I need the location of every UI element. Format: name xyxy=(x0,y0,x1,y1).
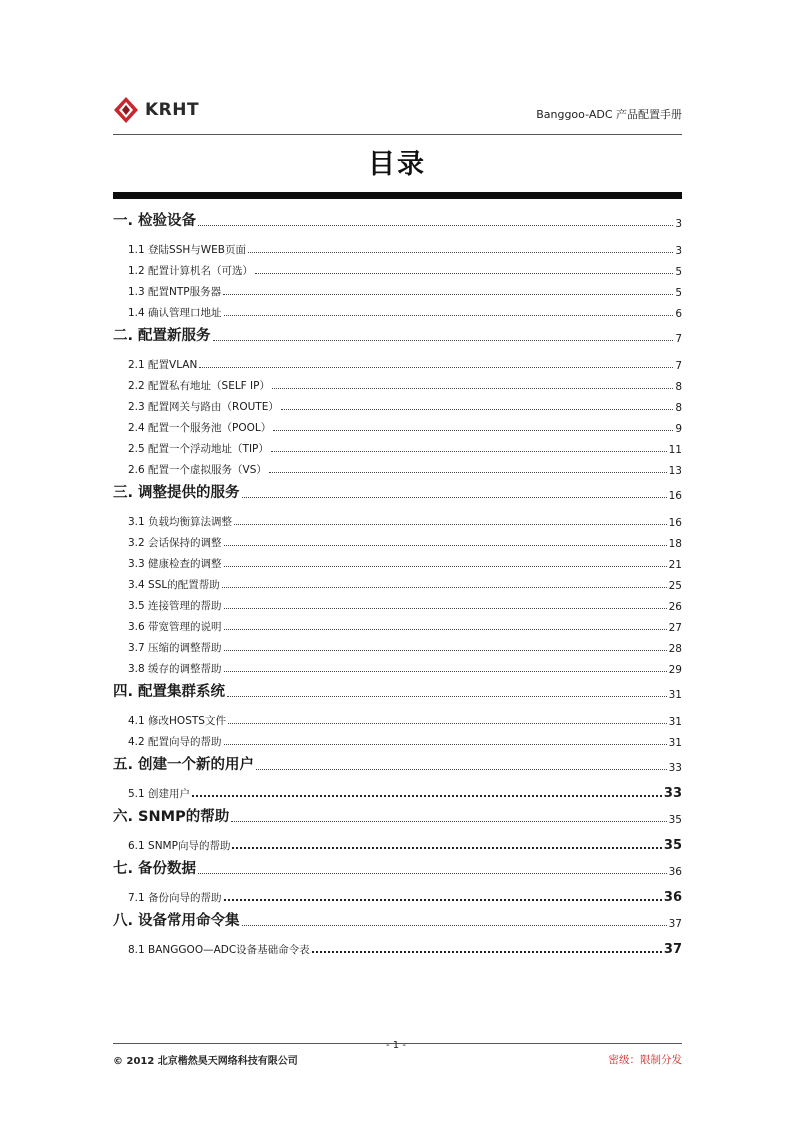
toc-section-entry[interactable] xyxy=(113,832,682,853)
toc-page-number: 31 xyxy=(668,716,682,728)
toc-leader-dots xyxy=(192,794,662,797)
toc-section-entry[interactable] xyxy=(113,780,682,801)
page-number: - 1 - xyxy=(386,1040,406,1051)
toc-entry-label: 3.4 SSL的配置帮助 xyxy=(128,579,220,591)
toc-section-entry[interactable] xyxy=(113,278,682,299)
toc-entry-label: 1.2 配置计算机名（可选） xyxy=(128,265,254,277)
toc-entry-label: 4.1 修改HOSTS文件 xyxy=(128,715,226,727)
toc-leader-dots xyxy=(242,924,667,926)
toc-leader-dots xyxy=(272,387,673,389)
toc-page-number: 36 xyxy=(668,866,682,878)
toc-leader-dots xyxy=(242,496,667,498)
toc-section-entry[interactable] xyxy=(113,508,682,529)
toc-leader-dots xyxy=(312,950,662,953)
toc-section-entry[interactable] xyxy=(113,372,682,393)
toc-section-entry[interactable] xyxy=(113,529,682,550)
toc-entry-label: 三. 调整提供的服务 xyxy=(113,485,240,501)
toc-section-entry[interactable] xyxy=(113,236,682,257)
toc-page-number: 36 xyxy=(663,890,682,905)
toc-page-number: 6 xyxy=(675,308,682,320)
toc-section-entry[interactable] xyxy=(113,351,682,372)
page-header xyxy=(113,92,682,135)
toc-leader-dots xyxy=(223,293,673,295)
toc-entry-label: 一. 检验设备 xyxy=(113,213,197,229)
toc-page-number: 18 xyxy=(668,538,682,550)
toc-chapter-entry[interactable] xyxy=(113,680,682,701)
toc-entry-label: 8.1 BANGGOO—ADC设备基础命令表 xyxy=(128,944,310,956)
toc-page-number: 35 xyxy=(663,838,682,853)
toc-page-number: 37 xyxy=(668,918,682,930)
toc-chapter-entry[interactable] xyxy=(113,481,682,502)
toc-leader-dots xyxy=(224,898,662,901)
toc-page-number: 37 xyxy=(663,942,682,957)
toc-entry-label: 二. 配置新服务 xyxy=(113,328,211,344)
toc-entry-label: 3.7 压缩的调整帮助 xyxy=(128,642,222,654)
toc-page-number: 3 xyxy=(675,218,682,230)
toc-leader-dots xyxy=(224,649,667,651)
toc-leader-dots xyxy=(271,450,667,452)
toc-section-entry[interactable] xyxy=(113,592,682,613)
toc-chapter-entry[interactable] xyxy=(113,909,682,930)
document-title: Banggoo-ADC 产品配置手册 xyxy=(536,108,682,121)
toc-entry-label: 七. 备份数据 xyxy=(113,861,197,877)
toc-section-entry[interactable] xyxy=(113,414,682,435)
toc-page-number: 5 xyxy=(675,287,682,299)
table-of-contents xyxy=(113,205,682,957)
company-logo xyxy=(113,96,199,124)
toc-page-number: 11 xyxy=(668,444,682,456)
toc-entry-label: 八. 设备常用命令集 xyxy=(113,913,240,929)
title-divider-bar xyxy=(113,192,682,199)
toc-section-entry[interactable] xyxy=(113,550,682,571)
toc-leader-dots xyxy=(224,743,667,745)
logo-text: KRHT xyxy=(145,100,200,120)
toc-section-entry[interactable] xyxy=(113,728,682,749)
toc-section-entry[interactable] xyxy=(113,571,682,592)
toc-entry-label: 2.1 配置VLAN xyxy=(128,359,198,371)
toc-page-number: 8 xyxy=(675,381,682,393)
toc-entry-label: 3.5 连接管理的帮助 xyxy=(128,600,222,612)
classification-label: 密级：限制分发 xyxy=(608,1054,682,1066)
toc-section-entry[interactable] xyxy=(113,299,682,320)
toc-leader-dots xyxy=(224,544,667,546)
toc-chapter-entry[interactable] xyxy=(113,805,682,826)
toc-page-number: 16 xyxy=(668,490,682,502)
toc-leader-dots xyxy=(228,722,667,724)
toc-page-number: 28 xyxy=(668,643,682,655)
toc-page-number: 7 xyxy=(675,360,682,372)
toc-leader-dots xyxy=(256,768,667,770)
toc-page-number: 29 xyxy=(668,664,682,676)
toc-section-entry[interactable] xyxy=(113,456,682,477)
toc-entry-label: 2.4 配置一个服务池（POOL） xyxy=(128,422,272,434)
toc-entry-label: 3.8 缓存的调整帮助 xyxy=(128,663,222,675)
toc-chapter-entry[interactable] xyxy=(113,209,682,230)
toc-entry-label: 五. 创建一个新的用户 xyxy=(113,757,255,773)
toc-page-number: 3 xyxy=(675,245,682,257)
toc-entry-label: 3.2 会话保持的调整 xyxy=(128,537,222,549)
toc-page-number: 13 xyxy=(668,465,682,477)
toc-leader-dots xyxy=(224,628,667,630)
toc-leader-dots xyxy=(273,429,673,431)
toc-page-number: 21 xyxy=(668,559,682,571)
toc-section-entry[interactable] xyxy=(113,613,682,634)
toc-section-entry[interactable] xyxy=(113,634,682,655)
toc-section-entry[interactable] xyxy=(113,393,682,414)
toc-section-entry[interactable] xyxy=(113,884,682,905)
toc-chapter-entry[interactable] xyxy=(113,324,682,345)
toc-page-number: 16 xyxy=(668,517,682,529)
toc-page-number: 33 xyxy=(663,786,682,801)
toc-leader-dots xyxy=(224,607,667,609)
toc-section-entry[interactable] xyxy=(113,936,682,957)
toc-page-number: 26 xyxy=(668,601,682,613)
toc-page-number: 31 xyxy=(668,689,682,701)
toc-page-number: 31 xyxy=(668,737,682,749)
toc-entry-label: 5.1 创建用户 xyxy=(128,788,191,800)
toc-entry-label: 六. SNMP的帮助 xyxy=(113,809,230,825)
toc-section-entry[interactable] xyxy=(113,707,682,728)
toc-leader-dots xyxy=(198,224,673,226)
toc-leader-dots xyxy=(255,272,673,274)
toc-entry-label: 四. 配置集群系统 xyxy=(113,684,226,700)
toc-entry-label: 6.1 SNMP向导的帮助 xyxy=(128,840,231,852)
toc-leader-dots xyxy=(224,670,667,672)
toc-entry-label: 3.3 健康检查的调整 xyxy=(128,558,222,570)
toc-entry-label: 2.6 配置一个虚拟服务（VS） xyxy=(128,464,267,476)
toc-leader-dots xyxy=(231,820,666,822)
toc-page-number: 9 xyxy=(675,423,682,435)
toc-section-entry[interactable] xyxy=(113,655,682,676)
toc-leader-dots xyxy=(198,872,667,874)
toc-entry-label: 4.2 配置向导的帮助 xyxy=(128,736,222,748)
toc-entry-label: 2.3 配置网关与路由（ROUTE） xyxy=(128,401,279,413)
toc-entry-label: 2.2 配置私有地址（SELF IP） xyxy=(128,380,270,392)
toc-section-entry[interactable] xyxy=(113,435,682,456)
toc-leader-dots xyxy=(232,846,661,849)
toc-entry-label: 7.1 备份向导的帮助 xyxy=(128,892,222,904)
toc-leader-dots xyxy=(234,523,667,525)
toc-leader-dots xyxy=(199,366,673,368)
toc-chapter-entry[interactable] xyxy=(113,753,682,774)
toc-leader-dots xyxy=(248,251,673,253)
toc-leader-dots xyxy=(269,471,667,473)
toc-page-number: 25 xyxy=(668,580,682,592)
copyright-text: © 2012 北京楷然昊天网络科技有限公司 xyxy=(113,1056,298,1067)
toc-section-entry[interactable] xyxy=(113,257,682,278)
krht-logo-icon xyxy=(113,96,139,124)
toc-entry-label: 1.1 登陆SSH与WEB页面 xyxy=(128,244,246,256)
toc-entry-label: 3.6 带宽管理的说明 xyxy=(128,621,222,633)
toc-page-number: 5 xyxy=(675,266,682,278)
page-title: 目录 xyxy=(368,149,426,180)
toc-entry-label: 1.3 配置NTP服务器 xyxy=(128,286,222,298)
toc-page-number: 35 xyxy=(668,814,682,826)
toc-leader-dots xyxy=(281,408,673,410)
toc-page-number: 33 xyxy=(668,762,682,774)
toc-leader-dots xyxy=(213,339,674,341)
toc-leader-dots xyxy=(224,565,667,567)
toc-entry-label: 1.4 确认管理口地址 xyxy=(128,307,222,319)
toc-entry-label: 3.1 负载均衡算法调整 xyxy=(128,516,233,528)
page-footer xyxy=(113,1040,682,1074)
toc-entry-label: 2.5 配置一个浮动地址（TIP） xyxy=(128,443,269,455)
toc-leader-dots xyxy=(227,695,667,697)
toc-page-number: 27 xyxy=(668,622,682,634)
toc-leader-dots xyxy=(224,314,674,316)
toc-page-number: 7 xyxy=(675,333,682,345)
toc-leader-dots xyxy=(222,586,667,588)
toc-chapter-entry[interactable] xyxy=(113,857,682,878)
toc-page-number: 8 xyxy=(675,402,682,414)
